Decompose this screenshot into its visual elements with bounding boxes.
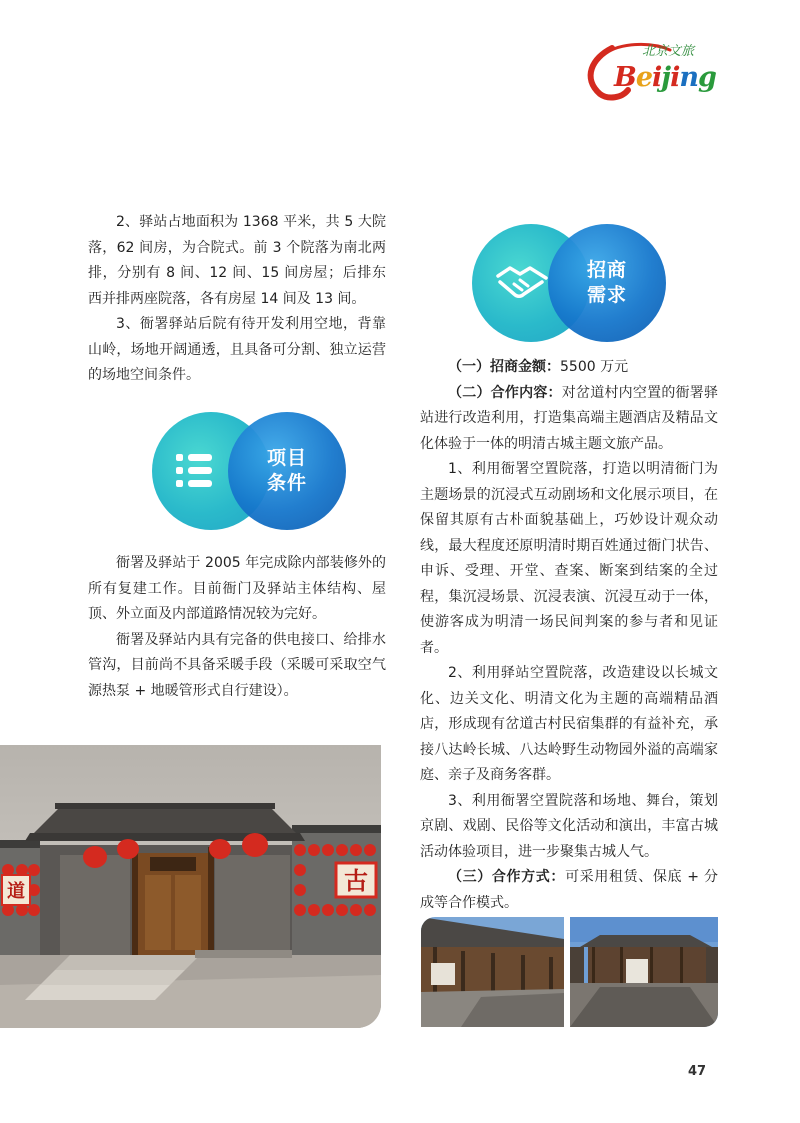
logo-wordmark: Beijing <box>614 62 716 93</box>
right-text-block <box>420 355 718 916</box>
investment-demand-badge <box>472 224 672 344</box>
photo-sign-dao: 道 <box>7 881 25 902</box>
list-icon <box>174 446 230 496</box>
paragraph-station-backyard: 3、衙署驿站后院有待开发利用空地，背靠山岭，场地开阔通透，且具备可分割、独立运营的场地空间条件。 <box>88 316 386 383</box>
paragraph-point-3: 3、利用衙署空置院落和场地、舞台，策划京剧、戏剧、民俗等文化活动和演出，丰富古城活动体验项目，进一步聚集古城人气。 <box>420 792 718 860</box>
courtyard-corridor-photo <box>421 917 564 1027</box>
investment-demand-label: 招商 需求 <box>586 259 627 306</box>
beijing-culture-tourism-logo <box>582 40 722 102</box>
paragraph-point-1: 1、利用衙署空置院落，打造以明清衙门为主题场景的沉浸式互动剧场和文化展示项目，在保留其原有古朴面貌基础上，巧妙设计观众动线，最大程度还原明清时期百姓通过衙门状告、申诉、受理、开堂、查案、断案到结案的全过程，集沉浸场景、沉浸表演、沉浸互动于一体，使游客成为明清一场民间判案的参与者和见证者。 <box>420 461 718 656</box>
courtyard-hall-photo <box>570 917 718 1027</box>
photo-sign-gu: 古 <box>344 866 368 895</box>
left-text-block-bottom <box>88 551 386 704</box>
paragraph-rebuild-status: 衙署及驿站于 2005 年完成除内部装修外的所有复建工作。目前衙门及驿站主体结构、屋顶、外立面及内部道路情况较为完好。 <box>88 555 386 622</box>
handshake-icon <box>494 258 550 308</box>
project-conditions-badge <box>152 412 352 532</box>
left-text-block-top <box>88 210 386 389</box>
paragraph-point-2: 2、利用驿站空置院落，改造建设以长城文化、边关文化、明清文化为主题的高端精品酒店，形成现有岔道古村民宿集群的有益补充，承接八达岭长城、八达岭野生动物园外溢的高端家庭、亲子及商务客群。 <box>420 665 718 783</box>
project-conditions-label: 项目 条件 <box>266 447 307 494</box>
item-cooperation-mode: （三）合作方式：可采用租赁、保底 + 分成等合作模式。 <box>420 869 719 911</box>
item-investment-amount: （一）招商金额：5500 万元 <box>448 359 629 375</box>
paragraph-station-area: 2、驿站占地面积为 1368 平米，共 5 大院落，62 间房，为合院式。前 3 个院落为南北两排，分别有 8 间、12 间、15 间房屋；后排东西并排两座院落，各有房屋 14 间及 13 间。 <box>88 214 386 307</box>
yamen-gate-photo <box>0 745 381 1028</box>
paragraph-utilities: 衙署及驿站内具有完备的供电接口、给排水管沟，目前尚不具备采暖手段（采暖可采取空气源热泵 + 地暖管形式自行建设）。 <box>88 631 386 699</box>
item-cooperation-content: （二）合作内容：对岔道村内空置的衙署驿站进行改造利用，打造集高端主题酒店及精品文化体验于一体的明清古城主题文旅产品。 <box>420 384 719 452</box>
logo-chinese-text: 北京文旅 <box>642 44 695 59</box>
page-number: 47 <box>688 1064 707 1079</box>
